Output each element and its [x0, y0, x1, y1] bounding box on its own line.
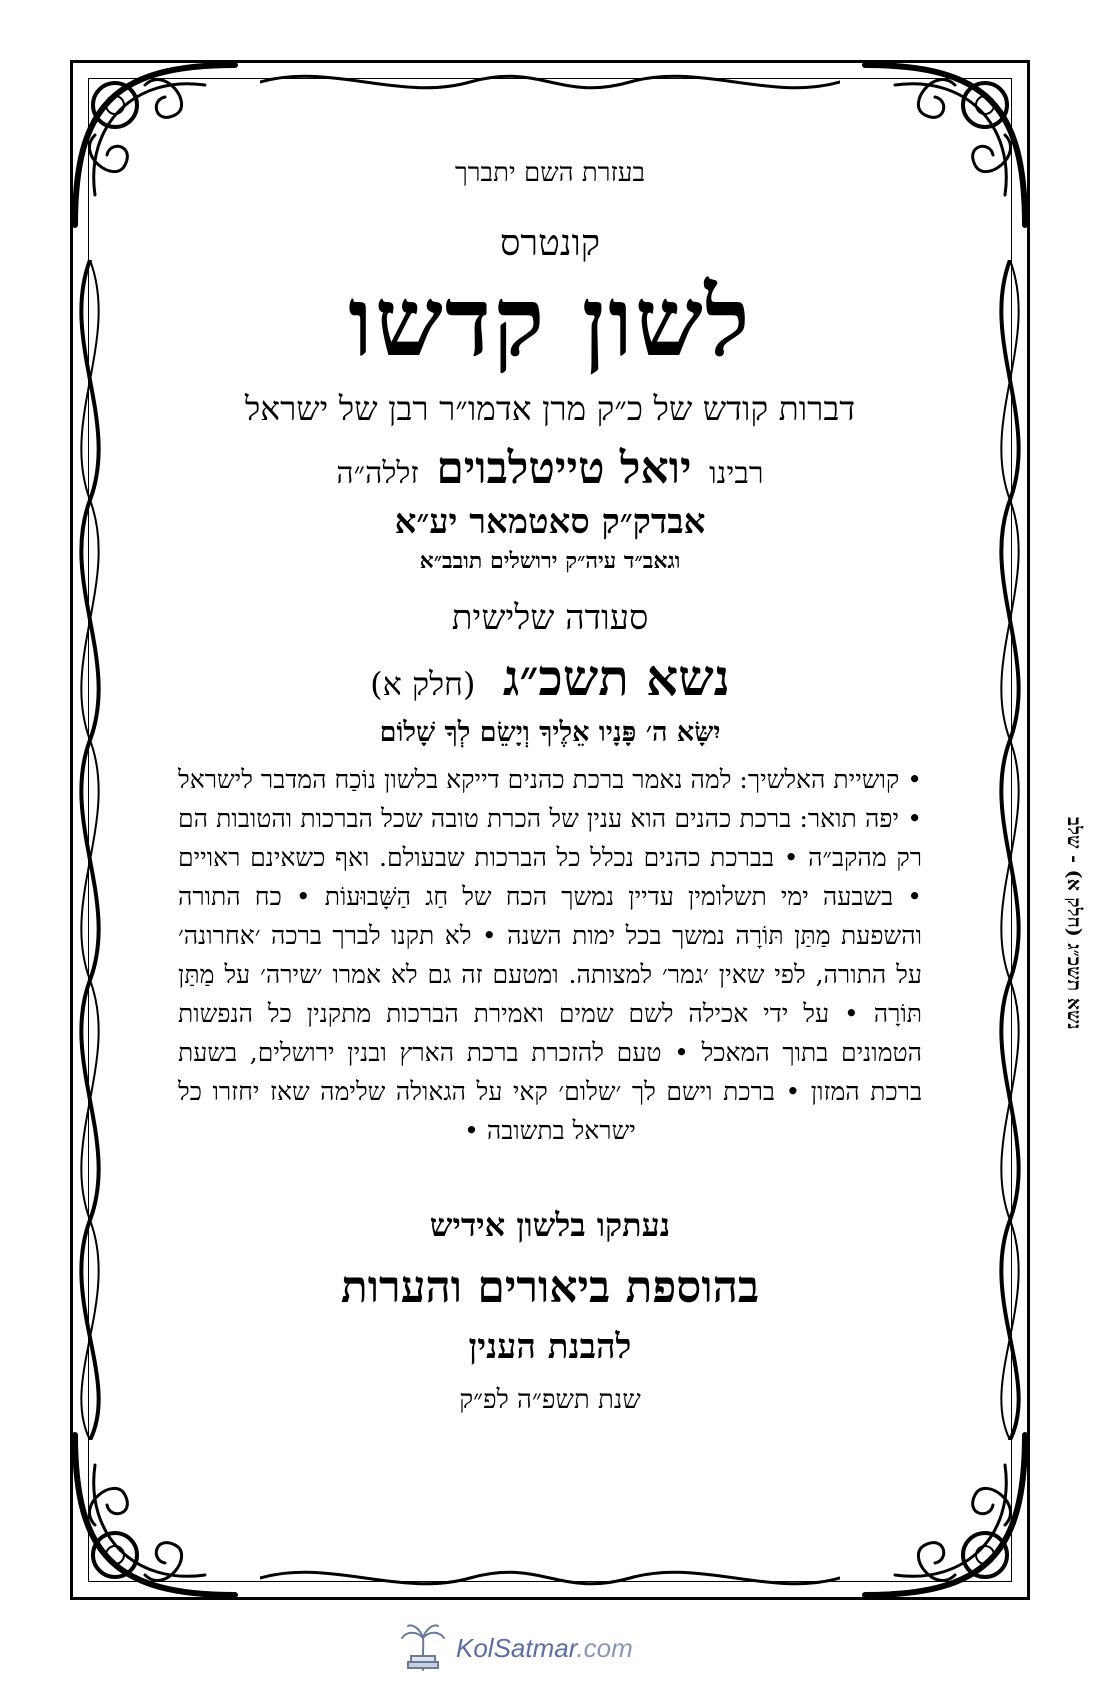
palm-tree-books-icon — [398, 1620, 448, 1676]
logo-domain: .com — [576, 1632, 633, 1663]
kolsatmar-logo — [398, 1620, 633, 1676]
logo-name: KolSatmar — [456, 1632, 577, 1663]
topics-summary: • קושיית האלשיך: למה נאמר ברכת כהנים דייקא בלשון נוֹכַח המדבר לישראל • יפה תואר: ברכת כהנים הוא ענין של הכרת טובה שכל הברכות והטובות הם רק מהקב״ה • בברכת כהנים נכלל כל הברכות שבעולם. ואף כשאינם ראויים • בשבעה ימי תשלומין עדיין נמשך הכח של חַג הַשָּׁבוּעוֹת • כח התורה והשפעת מַתַּן תּוֹרָה נמשך בכל ימות השנה • לא תקנו לברך ברכה ׳אחרונה׳ על התורה, לפי שאין ׳גמר׳ למצותה. ומטעם זה גם לא אמרו ׳שירה׳ על מַתַּן תּוֹרָה • על ידי אכילה לשם שמים ואמירת הברכות מתקנין כל הנפשות הטמונים בתוך המאכל • טעם להזכרת ברכת הארץ ובנין ירושלים, בשעת ברכת המזון • ברכת וישם לך ׳שלום׳ קאי על הגאולה שלימה שאז יחזרו כל ישראל בתשובה • — [178, 764, 922, 1145]
meal-label: סעודה שלישית — [451, 597, 649, 638]
blessing-line: בעזרת השם יתברך — [455, 158, 645, 188]
main-title: לשון קדשו — [348, 265, 752, 378]
title-page-content — [170, 140, 930, 1560]
top-side-flourish — [260, 62, 840, 102]
bottom-side-flourish — [260, 1558, 840, 1598]
author-line-4: וגאב״ד עיה״ק ירושלים תובב״א — [419, 547, 681, 574]
year-line: שנת תשפ״ה לפ״ק — [459, 1384, 641, 1415]
logo-text[interactable] — [456, 1633, 633, 1664]
verse-line: יִשָּׂא ה׳ פָּנָיו אֵלֶיךָ וְיָשֵׂם לְךָ שָׁלוֹם — [379, 716, 721, 748]
author-suffix: זללה״ה — [336, 455, 419, 491]
author-line-3: אבדק״ק סאטמאר יע״א — [394, 501, 706, 542]
understand-line: להבנת הענין — [468, 1326, 632, 1367]
parsha-part: (חלק א) — [370, 664, 476, 703]
author-line-1: דברות קודש של כ״ק מרן אדמו״ר רבן של ישראל — [244, 388, 856, 428]
left-side-flourish — [60, 260, 120, 1440]
parsha-title — [170, 648, 930, 707]
translated-line: נעתקו בלשון אידיש — [429, 1205, 671, 1244]
right-side-flourish — [980, 260, 1040, 1440]
kuntres-label: קונטרס — [499, 223, 601, 264]
spine-label: נשא תשכ״ג (חלק א) - שלב — [1063, 817, 1085, 1030]
author-name: יואל טייטלבוים — [436, 442, 692, 494]
author-prefix: רבינו — [709, 455, 764, 491]
parsha-name: נשא תשכ״ג — [502, 647, 730, 707]
author-name-line — [170, 443, 930, 494]
additions-line: בהוספת ביאורים והערות — [340, 1261, 760, 1313]
